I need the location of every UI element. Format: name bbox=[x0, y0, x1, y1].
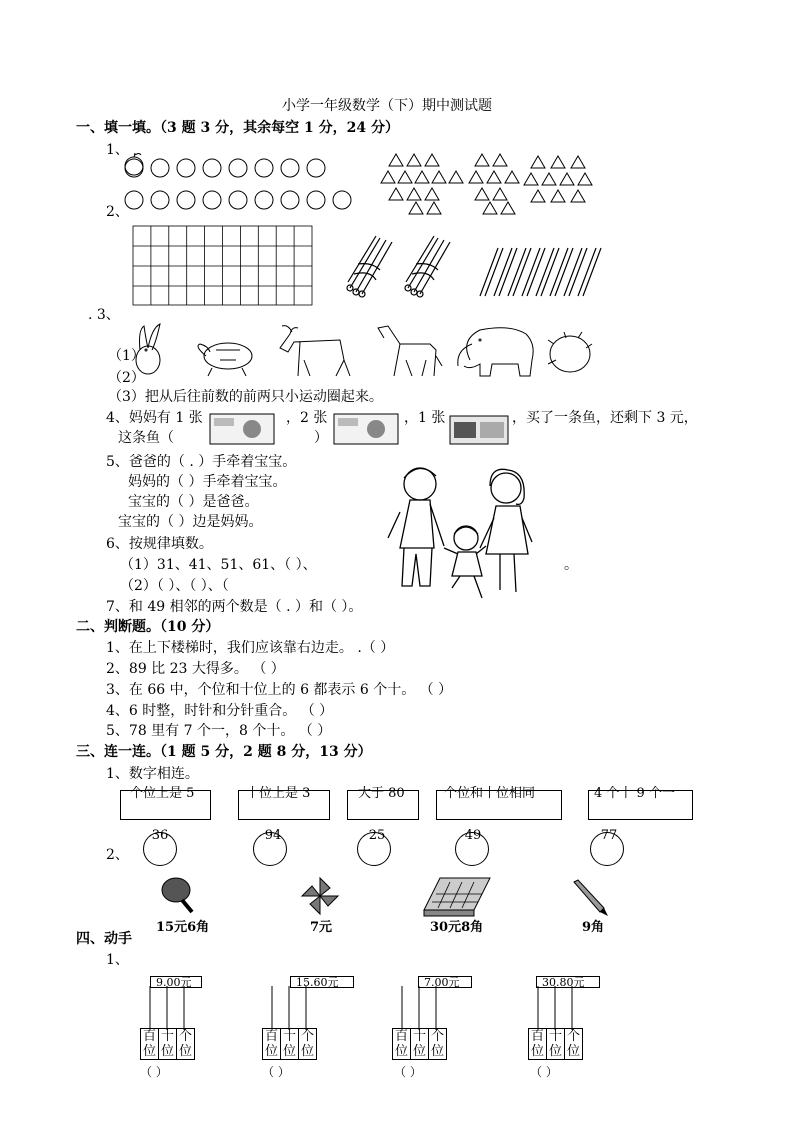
judge-item-1: 1、在上下楼梯时，我们应该靠右边走。 .（ ） bbox=[106, 640, 395, 656]
question-4-part-f: ） bbox=[314, 430, 328, 446]
question-2-label: 2、 bbox=[106, 204, 129, 220]
question-4-part-a: 4、妈妈有 1 张 bbox=[106, 410, 203, 426]
abacus-4-answer: （ ） bbox=[530, 1065, 558, 1079]
connect-box-4-label: 个位和十位相同 bbox=[444, 786, 536, 801]
question-4-part-b: ，2 张 bbox=[286, 410, 328, 426]
abacus-4-hundreds: 百位 bbox=[528, 1028, 547, 1060]
judge-item-4: 4、6 时整，时针和分针重合。 （ ） bbox=[106, 703, 334, 719]
number-circle-3-label: 25 bbox=[368, 828, 386, 843]
question-5-line-3: 宝宝的（ ）是爸爸。 bbox=[128, 494, 259, 510]
abacus-2-answer: （ ） bbox=[262, 1065, 290, 1079]
ten-yuan-note-icon bbox=[210, 414, 276, 446]
abacus-3-ones: 个位 bbox=[428, 1028, 447, 1060]
abacus-2-ones: 个位 bbox=[298, 1028, 317, 1060]
question-6-2: （2）（ ）、（ ）、（ bbox=[120, 578, 229, 594]
question-3-label: . 3、 bbox=[88, 307, 120, 323]
pinwheel-icon bbox=[300, 876, 340, 916]
abacus-3-tens: 十位 bbox=[410, 1028, 429, 1060]
section-4-heading: 四、动手 bbox=[76, 931, 132, 947]
question-5-line-4: 宝宝的（ ）边是妈妈。 bbox=[118, 514, 263, 530]
animals-illustration bbox=[130, 320, 600, 382]
price-tag-3-label: 7.00元 bbox=[424, 976, 460, 989]
abacus-1-answer: （ ） bbox=[140, 1065, 168, 1079]
page-title: 小学一年级数学（下）期中测试题 bbox=[282, 98, 492, 114]
question-4-part-e: 这条鱼（ bbox=[118, 430, 174, 446]
abacus-2-rods bbox=[262, 986, 322, 1030]
question-3-2: （2） bbox=[108, 370, 145, 386]
price-tag-1-label: 9.00元 bbox=[156, 976, 192, 989]
abacus-4-rods bbox=[528, 986, 588, 1030]
hands-on-question-1: 1、 bbox=[106, 952, 129, 968]
five-yuan-note-icon bbox=[334, 414, 400, 446]
abacus-4-ones: 个位 bbox=[564, 1028, 583, 1060]
question-1-label: 1、 bbox=[106, 142, 129, 158]
section-1-heading: 一、填一填。（3 题 3 分，其余每空 1 分，24 分） bbox=[76, 120, 399, 136]
counting-grid bbox=[133, 226, 313, 306]
single-sticks-illustration bbox=[476, 246, 606, 300]
apples-illustration bbox=[124, 154, 364, 216]
stick-bundles-illustration bbox=[346, 234, 466, 300]
triangles-illustration bbox=[386, 152, 606, 216]
abacus-3-answer: （ ） bbox=[394, 1065, 422, 1079]
section-3-heading: 三、连一连。（1 题 5 分，2 题 8 分，13 分） bbox=[76, 744, 372, 760]
connect-box-5-label: 4 个十 9 个一 bbox=[594, 786, 675, 801]
price-calculator: 30元8角 bbox=[430, 920, 484, 935]
ping-pong-paddle-icon bbox=[160, 876, 200, 916]
connect-question-2: 2、 bbox=[106, 847, 129, 863]
question-6-1: （1）31、41、51、61、（ ）、 bbox=[120, 557, 317, 573]
judge-item-5: 5、78 里有 7 个一，8 个十。 （ ） bbox=[106, 723, 332, 739]
question-7: 7、和 49 相邻的两个数是（ . ）和（ ）。 bbox=[106, 599, 363, 615]
price-pencil: 9角 bbox=[582, 920, 605, 935]
one-yuan-note-icon bbox=[450, 416, 510, 446]
question-3-3: （3）把从后往前数的前两只小运动圈起来。 bbox=[108, 389, 383, 405]
abacus-2-tens: 十位 bbox=[280, 1028, 299, 1060]
connect-box-3-label: 大于 80 bbox=[358, 786, 405, 801]
family-illustration bbox=[382, 462, 550, 608]
abacus-3-hundreds: 百位 bbox=[392, 1028, 411, 1060]
abacus-3-rods bbox=[392, 986, 452, 1030]
question-5-line-1: 5、爸爸的（ . ）手牵着宝宝。 bbox=[106, 454, 297, 470]
pencil-icon bbox=[570, 878, 610, 918]
number-circle-5-label: 77 bbox=[600, 828, 618, 843]
price-paddle: 15元6角 bbox=[156, 920, 210, 935]
abacus-1-rods bbox=[140, 986, 200, 1030]
abacus-2-hundreds: 百位 bbox=[262, 1028, 281, 1060]
number-circle-2-label: 94 bbox=[264, 828, 282, 843]
number-circle-1-label: 36 bbox=[151, 828, 169, 843]
question-6-label: 6、按规律填数。 bbox=[106, 536, 213, 552]
connect-box-2-label: 十位上是 3 bbox=[246, 786, 311, 801]
abacus-4-tens: 十位 bbox=[546, 1028, 565, 1060]
price-tag-2-label: 15.60元 bbox=[296, 976, 339, 989]
price-tag-4-label: 30.80元 bbox=[542, 976, 585, 989]
number-circle-4-label: 49 bbox=[464, 828, 482, 843]
connect-question-1: 1、数字相连。 bbox=[106, 766, 199, 782]
section-2-heading: 二、判断题。（10 分） bbox=[76, 619, 220, 635]
question-4-part-d: ，买了一条鱼，还剩下 3 元， bbox=[512, 410, 698, 426]
abacus-1-tens: 十位 bbox=[158, 1028, 177, 1060]
judge-item-3: 3、在 66 中，个位和十位上的 6 都表示 6 个十。 （ ） bbox=[106, 682, 453, 698]
question-6-1-end: 。 bbox=[564, 557, 578, 573]
question-4-part-c: ，1 张 bbox=[404, 410, 446, 426]
connect-box-1-label: 个位上是 5 bbox=[130, 786, 195, 801]
abacus-1-hundreds: 百位 bbox=[140, 1028, 159, 1060]
judge-item-2: 2、89 比 23 大得多。 （ ） bbox=[106, 661, 285, 677]
abacus-1-ones: 个位 bbox=[176, 1028, 195, 1060]
price-pinwheel: 7元 bbox=[310, 920, 333, 935]
question-3-1: （1） bbox=[108, 348, 145, 364]
question-5-line-2: 妈妈的（ ）手牵着宝宝。 bbox=[128, 474, 287, 490]
calculator-icon bbox=[420, 874, 494, 918]
